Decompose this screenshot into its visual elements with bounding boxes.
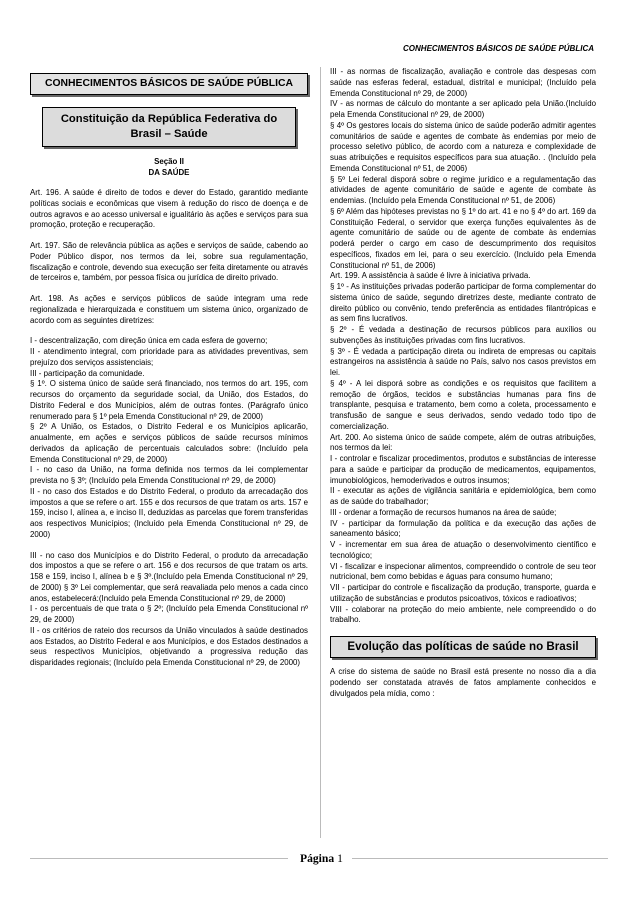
policy-section-title: Evolução das políticas de saúde no Brasil <box>330 636 596 658</box>
page-number: 1 <box>337 852 343 865</box>
section-title-line-2: Brasil – Saúde <box>130 128 208 140</box>
page-label: Página <box>300 852 335 865</box>
article-196: Art. 196. A saúde é direito de todos e dever do Estado, garantido mediante políticas sociais e econômicas que visem à redução do risco de doença e de outros agravos e ao acesso universal e igualitário às ações e serviços para sua promoção, proteção e recuperação. <box>30 188 308 230</box>
running-header: CONHECIMENTOS BÁSICOS DE SAÚDE PÚBLICA <box>403 44 594 53</box>
article-198-items: I - descentralização, com direção única em cada esfera de governo; II - atendimento integral, com prioridade para as atividades preventivas, sem prejuízo dos serviços assistenciais; III - participação da comunidade. § 1º. O sistema único de saúde será financiado, nos termos do art. 195, com recursos do orçamento da seguridade social, da União, dos Estados, do Distrito Federal e dos Municípios, além de outras fontes. (Parágrafo único renumerado para § 1º pela Emenda Constitucional nº 29, de 2000) § 2º A União, os Estados, o Distrito Federal e os Municípios aplicarão, anualmente, em ações e serviços públicos de saúde recursos mínimos derivados da aplicação de percentuais calculados sobre: (Incluído pela Emenda Constitucional nº 29, de 2000) I - no caso da União, na forma definida nos termos da lei complementar prevista no § 3º; (Incluído pela Emenda Constitucional nº 29, de 2000) II - no caso dos Estados e do Distrito Federal, o produto da arrecadação dos impostos a que se refere o art. 155 e dos recursos de que tratam os arts. 157 e 159, inciso I, alínea a, e inciso II, deduzidas as parcelas que forem transferidas aos respectivos Municípios; (Incluído pela Emenda Constitucional nº 29, de 2000) <box>30 336 308 539</box>
left-column <box>30 67 308 669</box>
section-title-box <box>42 107 296 147</box>
section-title-line-1: Constituição da República Federativa do <box>60 113 278 125</box>
footer-rule-right <box>352 858 608 859</box>
column-divider <box>320 67 321 838</box>
footer-rule-left <box>30 858 288 859</box>
right-body-text: III - as normas de fiscalização, avaliação e controle das despesas com saúde nas esferas federal, estadual, distrital e municipal; (Incluído pela Emenda Constitucional nº 29, de 2000) IV - as normas de cálculo do montante a ser aplicado pela União.(Incluído pela Emenda Constitucional nº 29, de 2000) § 4º Os gestores locais do sistema único de saúde poderão admitir agentes comunitários de saúde e agentes de combate às endemias por meio de processo seletivo público, de acordo com a natureza e complexidade de suas atribuições e requisitos específicos para sua atuação. . (Incluído pela Emenda Constitucional nº 51, de 2006) § 5º Lei federal disporá sobre o regime jurídico e a regulamentação das atividades de agente comunitário de saúde e agente de combate às endemias. (Incluído pela Emenda Constitucional nº 51, de 2006) § 6º Além das hipóteses previstas no § 1º do art. 41 e no § 4º do art. 169 da Constituição Federal, o servidor que exerça funções equivalentes às de agente comunitário de saúde ou de agente de combate às endemias poderá perder o cargo em caso de descumprimento dos requisitos específicos, fixados em lei, para o seu exercício. (Incluído pela Emenda Constitucional nº 51, de 2006) Art. 199. A assistência à saúde é livre à iniciativa privada. § 1º - As instituições privadas poderão participar de forma complementar do sistema único de saúde, segundo diretrizes deste, mediante contrato de direito público ou convênio, tendo preferência as entidades filantrópicas e as sem fins lucrativos. § 2º - É vedada a destinação de recursos públicos para auxílios ou subvenções às instituições privadas com fins lucrativos. § 3º - É vedada a participação direta ou indireta de empresas ou capitais estrangeiros na assistência à saúde no País, salvo nos casos previstos em lei. § 4º - A lei disporá sobre as condições e os requisitos que facilitem a remoção de órgãos, tecidos e substâncias humanas para fins de transplante, pesquisa e tratamento, bem como a coleta, processamento e transfusão de sangue e seus derivados, sendo vedado todo tipo de comercialização. Art. 200. Ao sistema único de saúde compete, além de outras atribuições, nos termos da lei: I - controlar e fiscalizar procedimentos, produtos e substâncias de interesse para a saúde e participar da produção de medicamentos, equipamentos, imunobiológicos, hemoderivados e outros insumos; II - executar as ações de vigilância sanitária e epidemiológica, bem como as de saúde do trabalhador; III - ordenar a formação de recursos humanos na área de saúde; IV - participar da formulação da política e da execução das ações de saneamento básico; V - incrementar em sua área de atuação o desenvolvimento científico e tecnológico; VI - fiscalizar e inspecionar alimentos, compreendido o controle de seu teor nutricional, bem como bebidas e águas para consumo humano; VII - participar do controle e fiscalização da produção, transporte, guarda e utilização de substâncias e produtos psicoativos, tóxicos e radioativos; VIII - colaborar na proteção do meio ambiente, nele compreendido o do trabalho. <box>330 67 596 625</box>
secao-name: DA SAÚDE <box>148 168 190 177</box>
article-197: Art. 197. São de relevância pública as ações e serviços de saúde, cabendo ao Poder Público dispor, nos termos da lei, sobre sua regulamentação, fiscalização e controle, devendo sua execução ser feita diretamente ou através de terceiros e, também, por pessoa física ou jurídica de direito privado. <box>30 241 308 283</box>
article-198: Art. 198. As ações e serviços públicos de saúde integram uma rede regionalizada e hierarquizada e constituem um sistema único, organizado de acordo com as seguintes diretrizes: <box>30 294 308 325</box>
article-198-continued: III - no caso dos Municípios e do Distrito Federal, o produto da arrecadação dos impostos a que se refere o art. 156 e dos recursos de que tratam os arts. 158 e 159, inciso I, alínea b e § 3º.(Incluído pela Emenda Constitucional nº 29, de 2000) § 3º Lei complementar, que será reavaliada pelo menos a cada cinco anos, estabelecerá:(Incluído pela Emenda Constitucional nº 29, de 2000) I - os percentuais de que trata o § 2º; (Incluído pela Emenda Constitucional nº 29, de 2000) II - os critérios de rateio dos recursos da União vinculados à saúde destinados aos Estados, ao Distrito Federal e aos Municípios, e dos Estados destinados a seus respectivos Municípios, objetivando a progressiva redução das disparidades regionais; (Incluído pela Emenda Constitucional nº 29, de 2000) <box>30 550 308 667</box>
page-footer <box>300 852 343 865</box>
closing-paragraph: A crise do sistema de saúde no Brasil está presente no nosso dia a dia podendo ser constatada através de fatos amplamente conhecidos e divulgados pela mídia, como : <box>330 667 596 698</box>
topic-box: CONHECIMENTOS BÁSICOS DE SAÚDE PÚBLICA <box>30 73 308 95</box>
secao-label: Seção II <box>154 157 184 166</box>
right-column <box>330 67 596 699</box>
